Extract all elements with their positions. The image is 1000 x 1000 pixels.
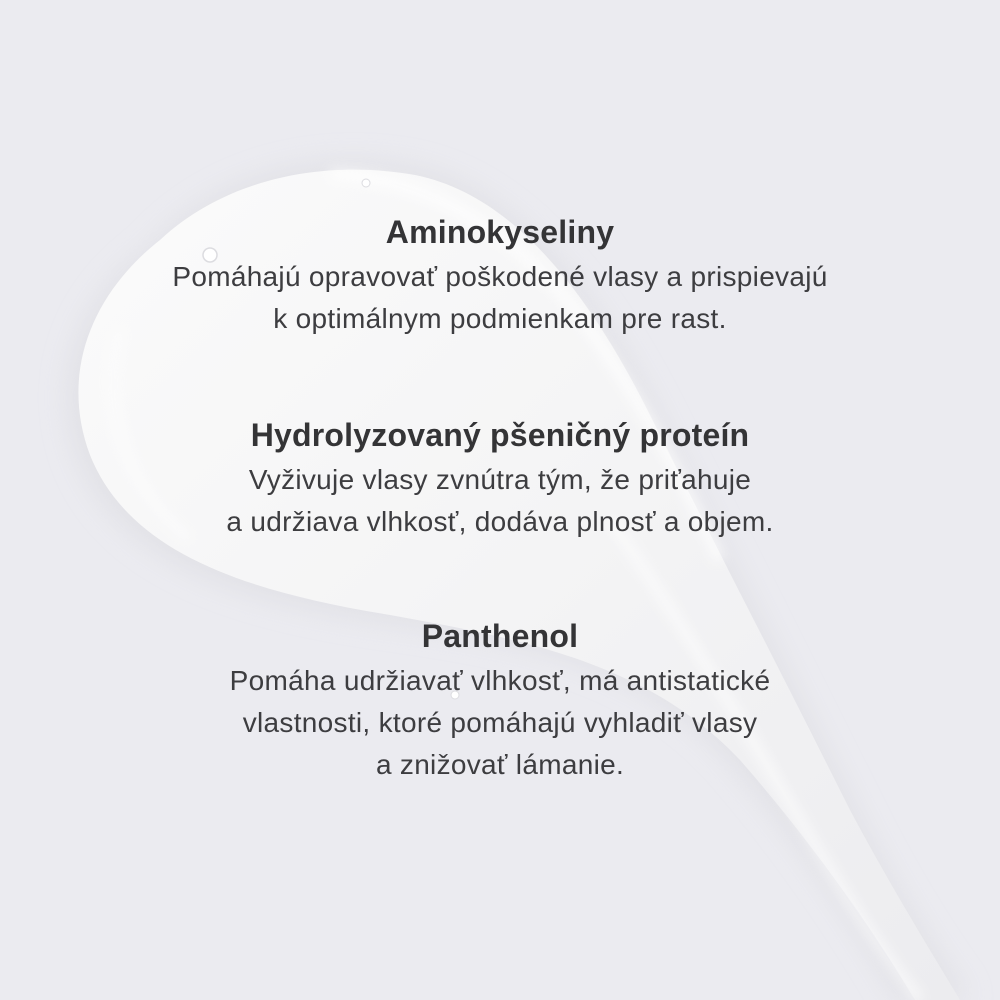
description-line: Pomáha udržiavať vlhkosť, má antistatické xyxy=(229,665,771,696)
ingredient-title: Panthenol xyxy=(421,618,579,654)
description-line: k optimálnym podmienkam pre rast. xyxy=(273,303,727,334)
ingredient-description xyxy=(60,660,940,786)
ingredient-wheat-protein xyxy=(60,415,940,543)
description-line: a znižovať lámanie. xyxy=(375,749,625,780)
ingredient-amino-acids xyxy=(60,212,940,340)
ingredient-panthenol xyxy=(60,616,940,786)
description-line: vlastnosti, ktoré pomáhajú vyhladiť vlasy xyxy=(242,707,758,738)
ingredient-description xyxy=(60,459,940,543)
description-line: Vyživuje vlasy zvnútra tým, že priťahuje xyxy=(248,464,752,495)
description-line: Pomáhajú opravovať poškodené vlasy a prispievajú xyxy=(172,261,828,292)
ingredient-title: Aminokyseliny xyxy=(385,214,615,250)
description-line: a udržiava vlhkosť, dodáva plnosť a objem. xyxy=(226,506,774,537)
ingredient-title: Hydrolyzovaný pšeničný proteín xyxy=(250,417,750,453)
ingredient-description xyxy=(60,256,940,340)
